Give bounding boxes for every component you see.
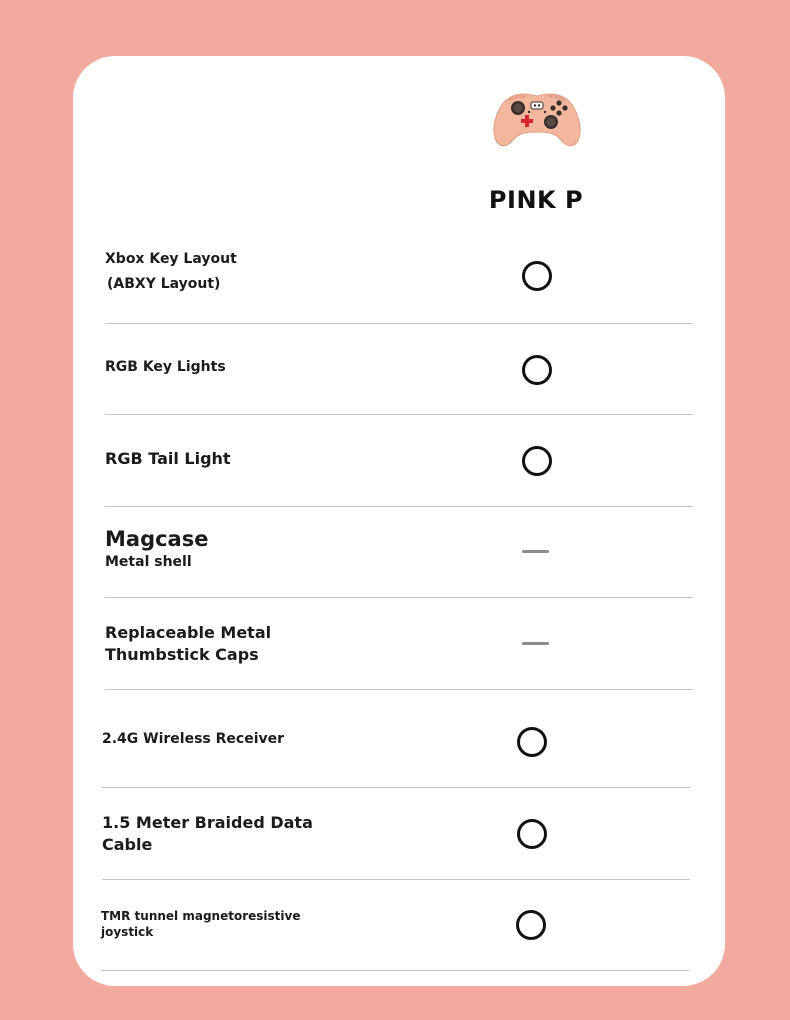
feature-label-line: Magcase [105, 527, 209, 551]
feature-label [105, 358, 226, 377]
feature-row [101, 880, 689, 971]
feature-label-line: Metal shell [105, 554, 192, 571]
feature-label-line: Thumbstick Caps [105, 644, 259, 664]
feature-label-line: Cable [102, 834, 153, 854]
supported-circle-icon [517, 819, 547, 849]
feature-label-line: RGB Tail Light [105, 449, 231, 468]
feature-row [105, 598, 693, 690]
feature-label-line: Replaceable Metal [105, 623, 272, 642]
not-supported-dash-icon [522, 642, 549, 645]
feature-label [105, 525, 208, 572]
feature-label-line: Xbox Key Layout [105, 251, 237, 267]
feature-label [102, 730, 284, 749]
product-name: PINK P [488, 186, 584, 214]
feature-row [105, 324, 693, 415]
feature-row [105, 507, 693, 598]
gamepad-icon [491, 88, 583, 152]
supported-circle-icon [522, 355, 552, 385]
feature-label-line: 2.4G Wireless Receiver [102, 731, 285, 747]
feature-row [102, 788, 690, 880]
feature-label [101, 908, 300, 940]
feature-label-line: TMR tunnel magnetoresistive [101, 909, 301, 923]
feature-label-line: (ABXY Layout) [107, 275, 221, 292]
feature-row [105, 240, 693, 324]
feature-row [105, 415, 693, 507]
feature-label-line: RGB Key Lights [105, 359, 226, 375]
supported-circle-icon [516, 910, 546, 940]
feature-label-line: 1.5 Meter Braided Data [102, 813, 313, 832]
supported-circle-icon [517, 727, 547, 757]
feature-label [105, 448, 231, 470]
feature-row [102, 690, 690, 788]
row-divider [101, 970, 689, 971]
not-supported-dash-icon [522, 550, 549, 553]
feature-label [102, 812, 313, 855]
feature-label [105, 622, 271, 665]
feature-label-line: joystick [101, 925, 154, 940]
supported-circle-icon [522, 261, 552, 291]
feature-label [105, 250, 237, 294]
comparison-card [73, 56, 725, 986]
supported-circle-icon [522, 446, 552, 476]
